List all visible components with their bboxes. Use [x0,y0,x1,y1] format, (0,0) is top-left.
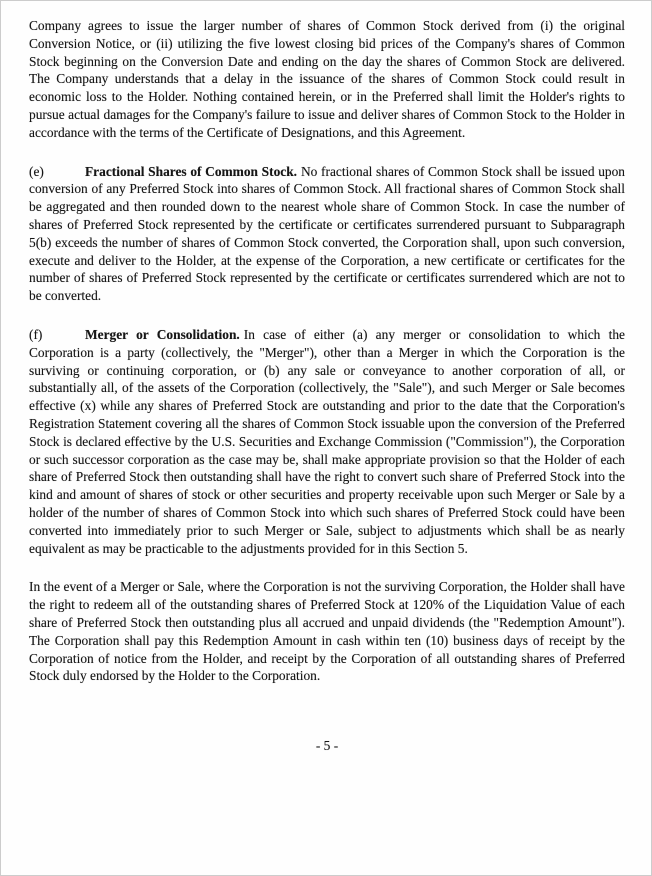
paragraph-text: No fractional shares of Common Stock shall be issued upon conversion of any Preferred Stock into shares of Common Stock. All fractional shares of Common Stock shall be aggregated and then rounded down to the nearest whole share of Common Stock. In case the number of shares of Preferred Stock represented by the certificate or certificates surrendered pursuant to Subparagraph 5(b) exceeds the number of shares of Common Stock converted, the Corporation shall, upon such conversion, execute and deliver to the Holder, at the expense of the Corporation, a new certificate or certificates for the number of shares of Preferred Stock represented by the certificate or certificates surrendered which are not to be converted. [29,163,625,304]
paragraph-text: In the event of a Merger or Sale, where the Corporation is not the surviving Corporation, the Holder shall have the right to redeem all of the outstanding shares of Preferred Stock at 120% of the Liquidation Value of each share of Preferred Stock then outstanding plus all accrued and unpaid dividends (the "Redemption Amount"). The Corporation shall pay this Redemption Amount in cash within ten (10) business days of receipt by the Corporation of notice from the Holder, and receipt by the Corporation of all outstanding shares of Preferred Stock duly endorsed by the Holder to the Corporation. [29,579,625,684]
paragraph-text: Company agrees to issue the larger number of shares of Common Stock derived from (i) the original Conversion Notice, or (ii) utilizing the five lowest closing bid prices of the Company's shares of Common Stock beginning on the Conversion Date and ending on the day the shares of Common Stock are delivered. The Company understands that a delay in the issuance of the shares of Common Stock could result in economic loss to the Holder. Nothing contained herein, or in the Preferred shall limit the Holder's rights to pursue actual damages for the Company's failure to issue and deliver shares of Common Stock to the Holder in accordance with the terms of the Certificate of Designations, and this Agreement. [29,18,625,140]
paragraph-heading: Fractional Shares of Common Stock. [85,163,297,179]
page-number: - 5 - [315,738,339,754]
paragraph-e [29,163,625,305]
paragraph-f [29,326,625,557]
paragraph-text: In case of either (a) any merger or consolidation to which the Corporation is a party (collectively, the "Merger"), other than a Merger in which the Corporation is the surviving or continuing corporation, or (b) any sale or conveyance to another corporation of all, or substantially all, of the assets of the Corporation (collectively, the "Sale"), and such Merger or Sale becomes effective (x) while any shares of Preferred Stock are outstanding and prior to the date that the Corporation's Registration Statement covering all the shares of Common Stock issuable upon the conversion of the Preferred Stock is declared effective by the U.S. Securities and Exchange Commission ("Commission"), the Corporation or such successor corporation as the case may be, shall make appropriate provision so that the Holder of each share of Preferred Stock then outstanding shall have the right to convert such share of Preferred Stock into the kind and amount of shares of stock or other securities and property receivable upon such Merger or Sale by a holder of the number of shares of Common Stock into which such shares of Preferred Stock could have been converted into immediately prior to such Merger or Sale, subject to adjustments which shall be as nearly equivalent as may be practicable to the adjustments provided for in this Section 5. [29,326,625,556]
paragraph-heading: Merger or Consolidation. [85,326,240,342]
paragraph-label: (f) [29,326,43,342]
paragraph-redemption [29,578,625,685]
paragraph-continuation [29,17,625,142]
paragraph-label: (e) [29,163,44,179]
